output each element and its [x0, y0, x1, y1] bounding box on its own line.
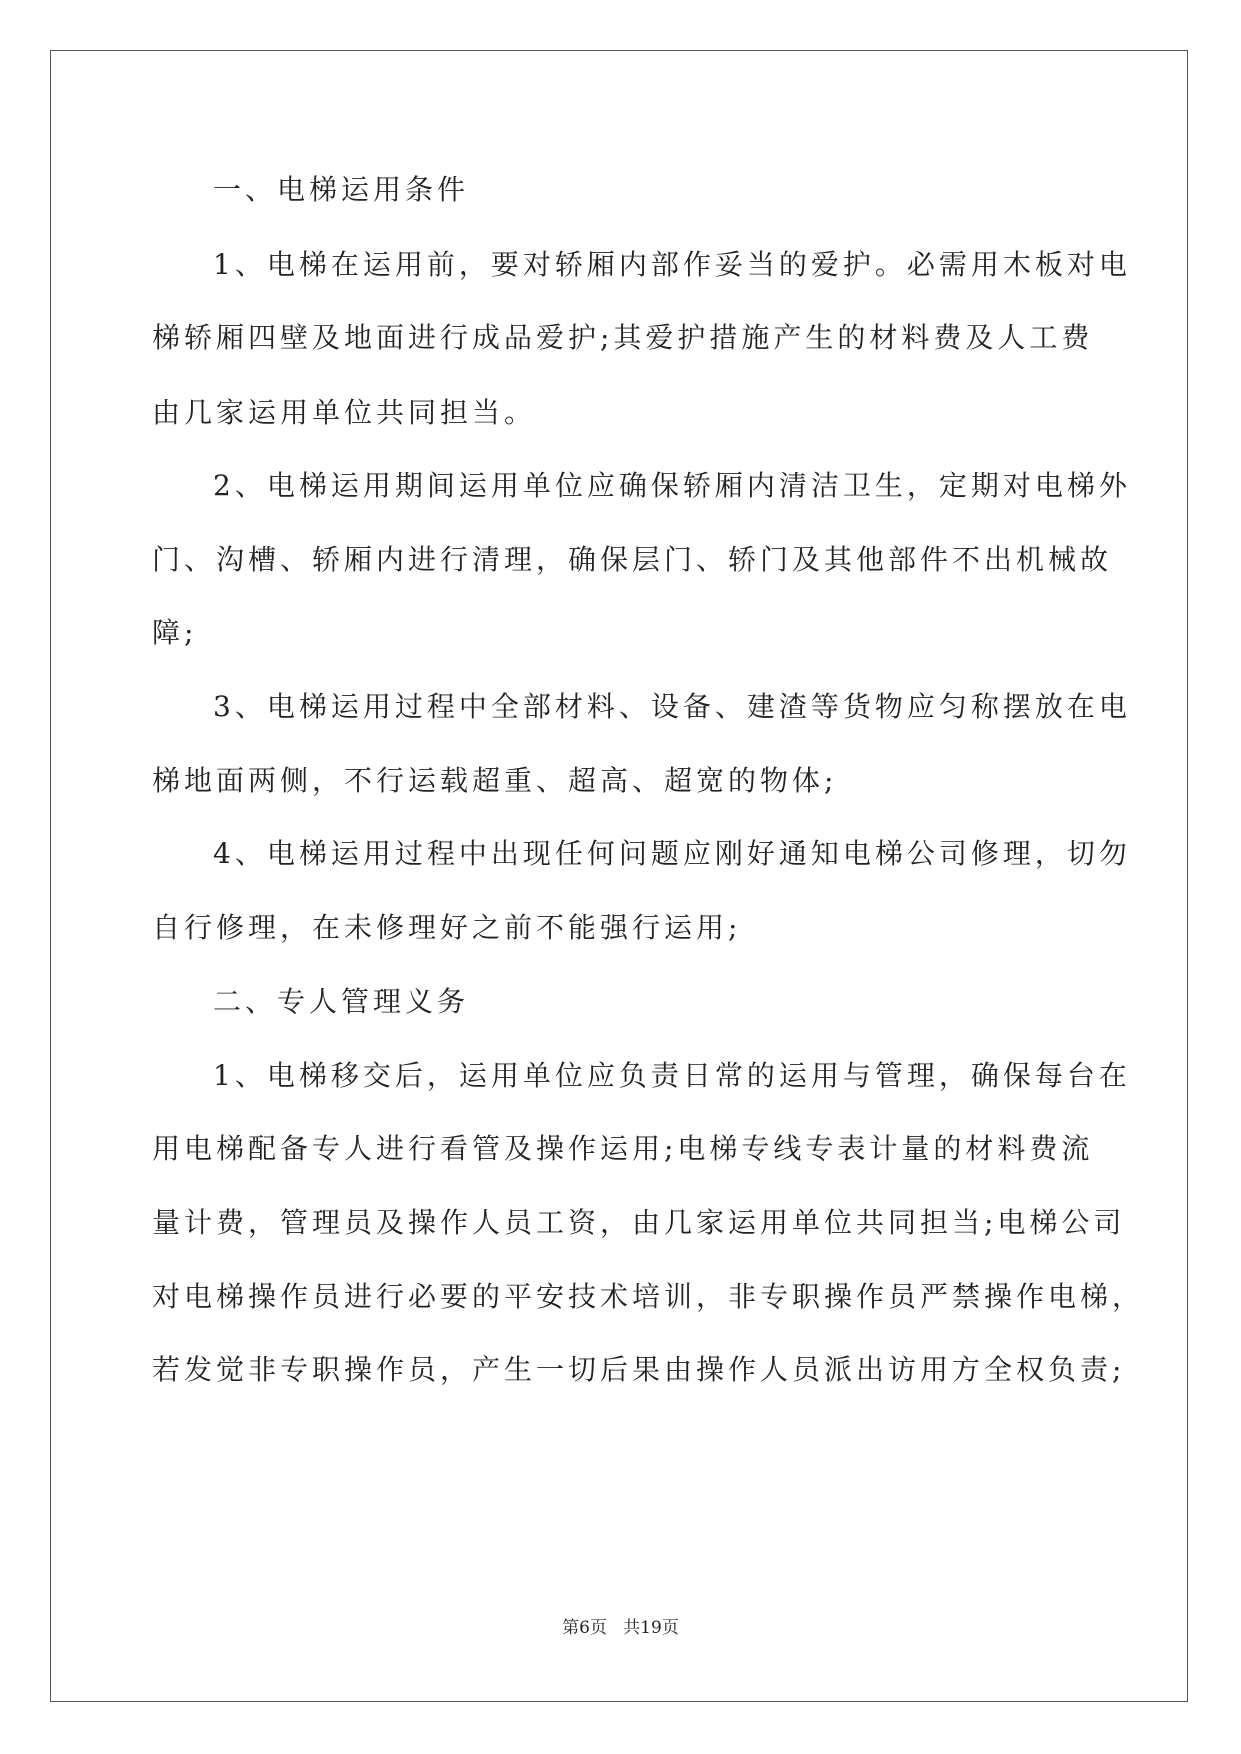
paragraph-line: 量计费，管理员及操作人员工资，由几家运用单位共同担当;电梯公司: [152, 1206, 1126, 1239]
section-heading-2: 二、专人管理义务: [213, 985, 470, 1018]
paragraph-line: 1、电梯移交后，运用单位应负责日常的运用与管理，确保每台在: [213, 1059, 1131, 1092]
paragraph-line: 1、电梯在运用前，要对轿厢内部作妥当的爱护。必需用木板对电: [213, 248, 1131, 281]
paragraph-line: 2、电梯运用期间运用单位应确保轿厢内清洁卫生，定期对电梯外: [213, 469, 1131, 502]
page-border: [50, 50, 1188, 1702]
paragraph-line: 障;: [152, 616, 198, 649]
paragraph-line: 3、电梯运用过程中全部材料、设备、建渣等货物应匀称摆放在电: [213, 690, 1131, 723]
section-heading-1: 一、电梯运用条件: [213, 173, 470, 206]
paragraph-line: 若发觉非专职操作员，产生一切后果由操作人员派出访用方全权负责;: [152, 1353, 1126, 1386]
paragraph-line: 自行修理，在未修理好之前不能强行运用;: [152, 911, 742, 944]
paragraph-line: 梯地面两侧，不行运载超重、超高、超宽的物体;: [152, 764, 838, 797]
paragraph-line: 4、电梯运用过程中出现任何问题应刚好通知电梯公司修理，切勿: [213, 837, 1131, 870]
page-number-footer: 第6页 共19页: [562, 1618, 679, 1638]
paragraph-line: 对电梯操作员进行必要的平安技术培训，非专职操作员严禁操作电梯，: [152, 1280, 1145, 1313]
paragraph-line: 梯轿厢四壁及地面进行成品爱护;其爱护措施产生的材料费及人工费: [152, 321, 1094, 354]
paragraph-line: 门、沟槽、轿厢内进行清理，确保层门、轿门及其他部件不出机械故: [152, 543, 1113, 576]
paragraph-line: 由几家运用单位共同担当。: [152, 396, 537, 429]
paragraph-line: 用电梯配备专人进行看管及操作运用;电梯专线专表计量的材料费流: [152, 1132, 1094, 1165]
